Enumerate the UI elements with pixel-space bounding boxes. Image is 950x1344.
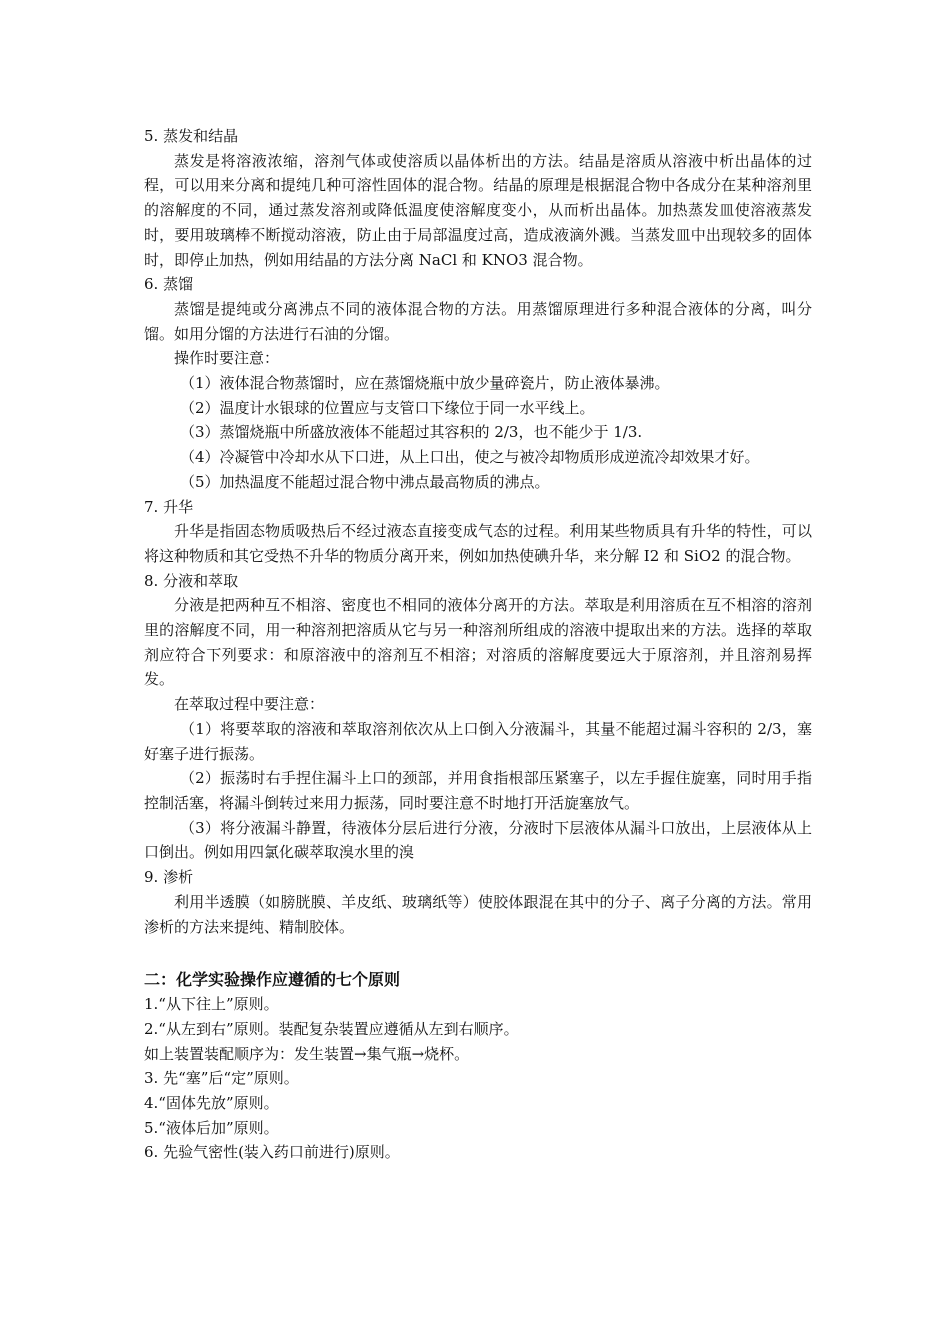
- principle-line: 4.“固体先放”原则。: [144, 1094, 279, 1113]
- principle-line: 6. 先验气密性(装入药口前进行)原则。: [144, 1143, 400, 1162]
- section-heading-extraction: 8. 分液和萃取: [144, 571, 239, 590]
- list-item: （1）将要萃取的溶液和萃取溶剂依次从上口倒入分液漏斗，其量不能超过漏斗容积的 2/3，塞好塞子进行振荡。: [144, 719, 812, 763]
- principle-line: 5.“液体后加”原则。: [144, 1118, 279, 1137]
- paragraph-evaporation: 蒸发是将溶液浓缩，溶剂气体或使溶质以晶体析出的方法。结晶是溶质从溶液中析出晶体的过程，可以用来分离和提纯几种可溶性固体的混合物。结晶的原理是根据混合物中各成分在某种溶剂里的溶解度的不同，通过蒸发溶剂或降低温度使溶解度变小，从而析出晶体。加热蒸发皿使溶液蒸发时，要用玻璃棒不断搅动溶液，防止由于局部温度过高，造成液滴外溅。当蒸发皿中出现较多的固体时，即停止加热，例如用结晶的方法分离 NaCl 和 KNO3 混合物。: [144, 151, 812, 269]
- section-title-principles: 二：化学实验操作应遵循的七个原则: [144, 970, 401, 990]
- principle-line: 1.“从下往上”原则。: [144, 995, 279, 1014]
- list-item: （3）蒸馏烧瓶中所盛放液体不能超过其容积的 2/3，也不能少于 1/3.: [180, 423, 643, 442]
- principle-line: 3. 先“塞”后“定”原则。: [144, 1069, 299, 1088]
- list-item: （4）冷凝管中冷却水从下口进，从上口出，使之与被冷却物质形成逆流冷却效果才好。: [180, 448, 760, 467]
- section-heading-dialysis: 9. 渗析: [144, 868, 194, 887]
- document-body: [144, 124, 812, 1165]
- principle-line: 2.“从左到右”原则。装配复杂装置应遵循从左到右顺序。: [144, 1019, 519, 1038]
- section-heading-sublimation: 7. 升华: [144, 497, 194, 516]
- list-item: （1）液体混合物蒸馏时，应在蒸馏烧瓶中放少量碎瓷片，防止液体暴沸。: [180, 374, 670, 393]
- paragraph-sublimation: 升华是指固态物质吸热后不经过液态直接变成气态的过程。利用某些物质具有升华的特性，可以将这种物质和其它受热不升华的物质分离开来，例如加热使碘升华，来分解 I2 和 SiO2 的混合物。: [144, 522, 812, 565]
- note-distillation: 操作时要注意：: [174, 349, 280, 368]
- paragraph-dialysis: 利用半透膜（如膀胱膜、羊皮纸、玻璃纸等）使胶体跟混在其中的分子、离子分离的方法。常用渗析的方法来提纯、精制胶体。: [144, 892, 812, 936]
- list-item: （2）温度计水银球的位置应与支管口下缘位于同一水平线上。: [180, 398, 595, 417]
- principle-line: 如上装置装配顺序为：发生装置→集气瓶→烧杯。: [144, 1044, 470, 1063]
- list-item: （3）将分液漏斗静置，待液体分层后进行分液，分液时下层液体从漏斗口放出，上层液体从上口倒出。例如用四氯化碳萃取溴水里的溴: [144, 818, 812, 862]
- note-extraction: 在萃取过程中要注意：: [174, 695, 325, 714]
- list-item: （5）加热温度不能超过混合物中沸点最高物质的沸点。: [180, 472, 550, 491]
- paragraph-distillation: 蒸馏是提纯或分离沸点不同的液体混合物的方法。用蒸馏原理进行多种混合液体的分离，叫分馏。如用分馏的方法进行石油的分馏。: [144, 299, 812, 343]
- section-heading-distillation: 6. 蒸馏: [144, 275, 194, 294]
- spacer: [144, 939, 812, 963]
- paragraph-extraction: 分液是把两种互不相溶、密度也不相同的液体分离开的方法。萃取是利用溶质在互不相溶的溶剂里的溶解度不同，用一种溶剂把溶质从它与另一种溶剂所组成的溶液中提取出来的方法。选择的萃取剂应符合下列要求：和原溶液中的溶剂互不相溶；对溶质的溶解度要远大于原溶剂，并且溶剂易挥发。: [144, 596, 812, 689]
- section-heading-evaporation: 5. 蒸发和结晶: [144, 127, 239, 145]
- list-item: （2）振荡时右手捏住漏斗上口的颈部，并用食指根部压紧塞子，以左手握住旋塞，同时用手指控制活塞，将漏斗倒转过来用力振荡，同时要注意不时地打开活旋塞放气。: [144, 769, 812, 812]
